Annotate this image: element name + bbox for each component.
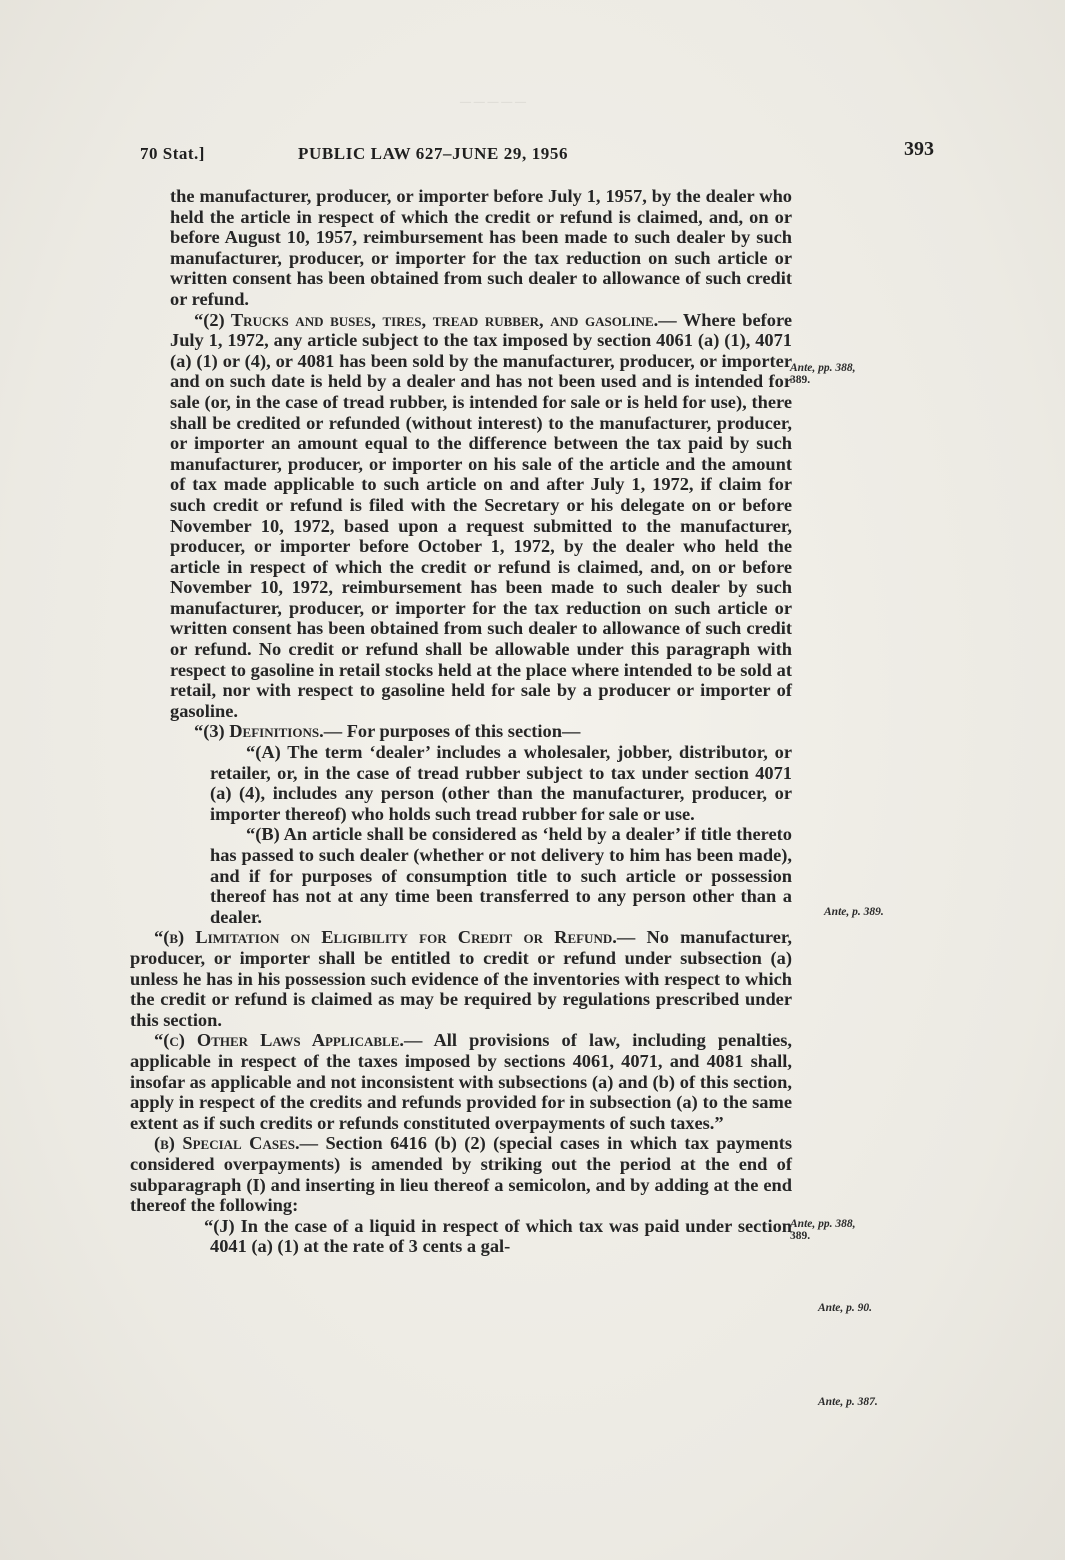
special-cases-heading: (b) Special Cases.— bbox=[154, 1133, 318, 1154]
special-cases-section bbox=[130, 1133, 792, 1215]
subsection-b bbox=[130, 927, 792, 1030]
subsection-c-text: All provisions of law, including penalties, applicable in respect of the taxes imposed by sections 4061, 4071, and 4081 shall, insofar as applicable and not inconsistent with subsections (a) and (b) of this section, apply in respect of the credits and refunds provided for in subsection (a) to the same extent as if such credits or refunds constituted overpayments of such taxes.” bbox=[130, 1030, 793, 1133]
paragraph-3-heading: “(3) Definitions.— bbox=[194, 721, 343, 742]
paragraph-continuation: the manufacturer, producer, or importer before July 1, 1957, by the dealer who held the article in respect of which the credit or refund is claimed, and, on or before August 10, 1957, reimbursement has been made to such dealer by such manufacturer, producer, or importer for the tax reduction on such article or written consent has been obtained from such dealer to allowance of such credit or refund. bbox=[170, 186, 792, 309]
margin-note-1 bbox=[790, 362, 856, 386]
margin-note-3 bbox=[790, 1218, 856, 1242]
margin-note-1-line1: Ante, pp. 388, bbox=[790, 362, 856, 374]
volume-reference: 70 Stat.] bbox=[140, 144, 205, 163]
margin-note-5: Ante, p. 387. bbox=[818, 1396, 878, 1408]
page-header bbox=[140, 138, 940, 168]
subparagraph-a: “(A) The term ‘dealer’ includes a wholesaler, jobber, distributor, or retailer, or, in the case of tread rubber subject to tax under section 4071 (a) (4), includes any person (other than the manufacturer, producer, or importer thereof) who holds such tread rubber for sale or use. bbox=[210, 742, 792, 824]
bleed-through-mark: — — — — — bbox=[460, 96, 526, 108]
page-number: 393 bbox=[904, 138, 934, 160]
page-running-title: PUBLIC LAW 627–JUNE 29, 1956 bbox=[298, 144, 569, 163]
paragraph-2-text: Where before July 1, 1972, any article subject to the tax imposed by section 4061 (a) (1), 4071 (a) (1) or (4), or 4081 has been sold by the manufacturer, producer, or importer and on such date is held by a dealer and has not been used and is intended for sale (or, in the case of tread rubber, is intended for sale or is held for use), there shall be credited or refunded (without interest) to the manufacturer, producer, or importer an amount equal to the difference between the tax paid by such manufacturer, producer, or importer on his sale of the article and the amount of tax made applicable to such article on and after July 1, 1972, if claim for such credit or refund is filed with the Secretary or his delegate on or before November 10, 1972, based upon a request submitted to the manufacturer, producer, or importer before October 1, 1972, by the dealer who held the article in respect of which the credit or refund is claimed, and, on or before November 10, 1972, reimbursement has been made to such dealer by such manufacturer, producer, or importer for the tax reduction on such article or written consent has been obtained from such dealer to allowance of such credit or refund. No credit or refund shall be allowable under this paragraph with respect to gasoline in retail stocks held at the place where intended to be sold at retail, nor with respect to gasoline held for sale by a producer or importer of gasoline. bbox=[170, 309, 792, 721]
paragraph-2-heading: “(2) Trucks and buses, tires, tread rubber, and gasoline.— bbox=[194, 309, 677, 330]
special-cases-text: Section 6416 (b) (2) (special cases in which tax payments considered overpayments) is amended by striking out the period at the end of subparagraph (I) and inserting in lieu thereof a semicolon, and by adding at the end thereof the following: bbox=[130, 1133, 792, 1216]
subparagraph-b: “(B) An article shall be considered as ‘held by a dealer’ if title thereto has passed to such dealer (whether or not delivery to him has been made), and if for purposes of consumption title to such article or possession thereof has not at any time been transferred to any person other than a dealer. bbox=[210, 824, 792, 927]
subsection-b-heading: “(b) Limitation on Eligibility for Credit or Refund.— bbox=[154, 927, 636, 948]
subsection-c bbox=[130, 1030, 792, 1133]
margin-note-2: Ante, p. 389. bbox=[824, 906, 884, 918]
subparagraph-j: “(J) In the case of a liquid in respect of which tax was paid under section 4041 (a) (1) at the rate of 3 cents a gal- bbox=[204, 1215, 792, 1257]
paragraph-3 bbox=[130, 721, 792, 742]
margin-note-1-line2: 389. bbox=[790, 374, 811, 386]
margin-note-3-line2: 389. bbox=[790, 1230, 811, 1242]
margin-note-3-line1: Ante, pp. 388, bbox=[790, 1218, 856, 1230]
body-text bbox=[130, 186, 792, 1257]
paragraph-3-text: For purposes of this section— bbox=[346, 721, 581, 742]
subsection-c-heading: “(c) Other Laws Applicable.— bbox=[154, 1030, 423, 1051]
subsection-b-text: No manufacturer, producer, or importer shall be entitled to credit or refund under subsection (a) unless he has in his possession such evidence of the inventories with respect to which the credit or refund is claimed as may be required by regulations prescribed under this section. bbox=[130, 927, 792, 1030]
margin-note-4: Ante, p. 90. bbox=[818, 1302, 872, 1314]
paragraph-2 bbox=[130, 310, 792, 722]
